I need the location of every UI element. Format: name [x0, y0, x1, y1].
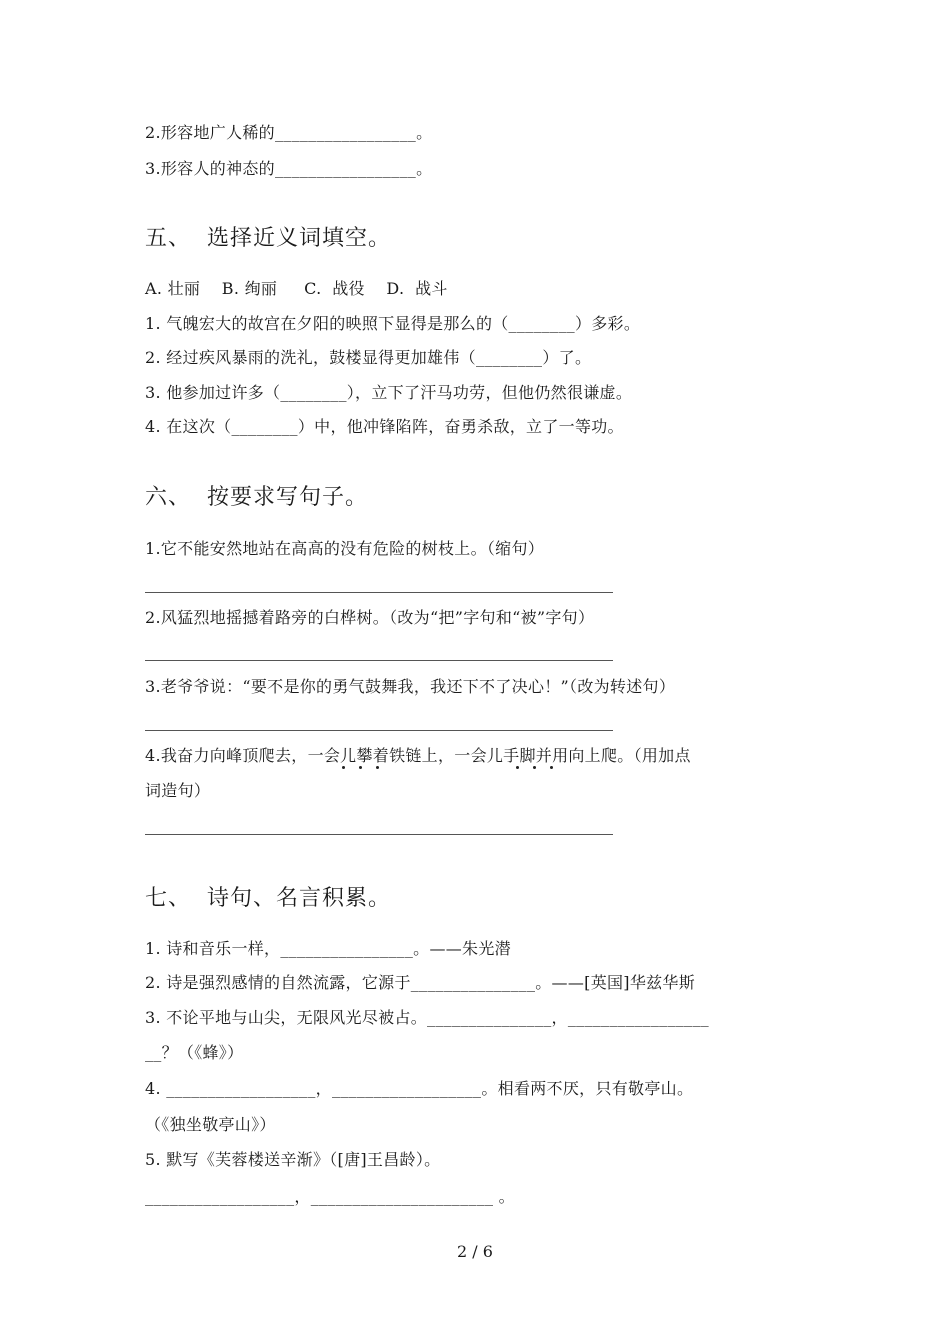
s7-line-5a: 5. 默写《芙蓉楼送辛渐》（[唐]王昌龄）。: [145, 1150, 441, 1169]
section-6-title: 六、 按要求写句子。: [145, 485, 368, 510]
s6-question-3: 3.老爷爷说：“要不是你的勇气鼓舞我，我还下不了决心！”（改为转述句）: [145, 677, 676, 696]
s7-line-4a: 4. __________________，__________________。相看两不厌，只有敬亭山。: [145, 1079, 694, 1098]
s6-question-1: 1.它不能安然地站在高高的没有危险的树枝上。（缩句）: [145, 539, 545, 558]
s7-line-2: 2. 诗是强烈感情的自然流露，它源于_______________。——[英国]华兹华斯: [145, 973, 696, 992]
page-number: 2 / 6: [457, 1242, 493, 1261]
emphasis-dot: [359, 766, 362, 769]
s7-line-4b: （《独坐敬亭山》）: [145, 1115, 276, 1134]
emphasis-dot: [342, 766, 345, 769]
s6-answer-line-3[interactable]: [145, 730, 613, 731]
s7-line-1: 1. 诗和音乐一样，________________。——朱光潜: [145, 939, 511, 958]
s5-item-4: 4. 在这次（________）中，他冲锋陷阵，奋勇杀敌，立了一等功。: [145, 417, 624, 436]
s4-item-3: 3.形容人的神态的_________________。: [145, 159, 433, 178]
s7-line-3a: 3. 不论平地与山尖，无限风光尽被占。_______________，_________________: [145, 1008, 709, 1027]
section-5-title: 五、 选择近义词填空。: [145, 226, 391, 251]
s6-question-4-line-2: 词造句）: [145, 781, 211, 800]
s5-item-3: 3. 他参加过许多（________），立下了汗马功劳，但他仍然很谦虚。: [145, 383, 633, 402]
emphasis-dot: [516, 766, 519, 769]
emphasis-dot: [376, 766, 379, 769]
s6-answer-line-4[interactable]: [145, 834, 613, 835]
s5-item-2: 2. 经过疾风暴雨的洗礼，鼓楼显得更加雄伟（________）了。: [145, 348, 592, 367]
emphasis-dot: [533, 766, 536, 769]
s5-options: A. 壮丽 B. 绚丽 C. 战役 D. 战斗: [145, 279, 448, 298]
section-7-title: 七、 诗句、名言积累。: [145, 886, 391, 911]
s5-item-1: 1. 气魄宏大的故宫在夕阳的映照下显得是那么的（________）多彩。: [145, 314, 641, 333]
s6-question-4-line-1: 4.我奋力向峰顶爬去，一会儿攀着铁链上，一会儿手脚并用向上爬。（用加点: [145, 746, 691, 765]
s7-line-5b: __________________，______________________ 。: [145, 1187, 515, 1206]
emphasis-dot: [550, 766, 553, 769]
s6-answer-line-1[interactable]: [145, 592, 613, 593]
s7-line-3b: __？（《蜂》）: [145, 1043, 244, 1062]
s6-answer-line-2[interactable]: [145, 660, 613, 661]
s4-item-2: 2.形容地广人稀的_________________。: [145, 123, 433, 142]
s6-question-2: 2.风猛烈地摇撼着路旁的白桦树。（改为“把”字句和“被”字句）: [145, 608, 595, 627]
